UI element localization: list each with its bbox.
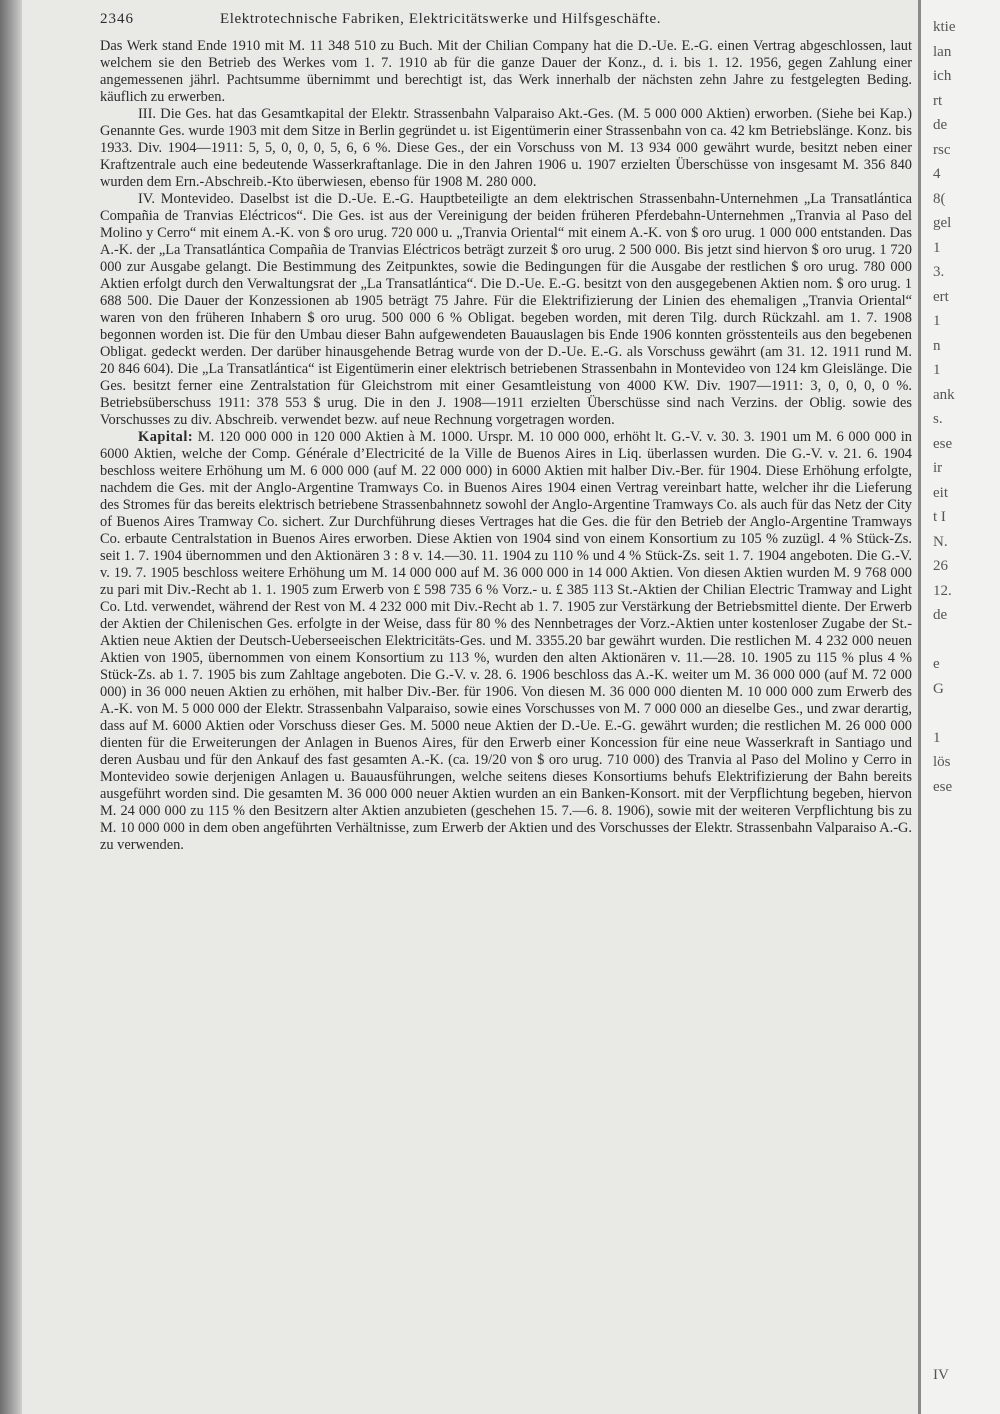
adjacent-page-fragment: rt [933, 92, 943, 109]
adjacent-page-edge [918, 0, 1000, 1414]
paragraph-valparaiso: III. Die Ges. hat das Gesamtkapital der Elektr. Strassenbahn Valparaiso Akt.-Ges. (M. 5 000 000 Aktien) erworben. (Siehe bei Kap.) Genannte Ges. wurde 1903 mit dem Sitze in Berlin gegründet u. ist Eigentümerin einer Strassenbahn von ca. 42 km Betriebslänge. Konz. bis 1933. Div. 1904—1911: 5, 5, 0, 0, 0, 5, 6, 6 %. Diese Ges., der ein Vorschuss von M. 13 934 000 gewährt wurde, besitzt neben einer Kraftzentrale auch eine bedeutende Wasserkraftanlage. Die in den Jahren 1906 u. 1907 erzielten Überschüsse von insgesamt M. 356 840 wurden dem Ern.-Abschreib.-Kto überwiesen, ebenso für 1908 M. 280 000. [100, 106, 912, 190]
adjacent-page-fragment: 1 [933, 313, 941, 329]
adjacent-page-fragment: IV [933, 1366, 949, 1383]
adjacent-page-fragment: lan [933, 43, 952, 60]
paragraph-montevideo: IV. Montevideo. Daselbst ist die D.-Ue. E.-G. Hauptbeteiligte an dem elektrischen Strassenbahn-Unternehmen „La Transatlántica Compañia de Tranvias Eléctricos“. Die Ges. ist aus der Vereinigung der beiden früheren Pferdebahn-Unternehmen „Tranvia al Paso del Molino y Cerro“ mit einem A.-K. von $ oro urug. 720 000 u. „Tranvia Oriental“ mit einem A.-K. von $ oro urug. 1 000 000 entstanden. Das A.-K. der „La Transatlántica Compañia de Tranvias Eléctricos beträgt zurzeit $ oro urug. 2 500 000. Bis jetzt sind hiervon $ oro urug. 1 720 000 zur Ausgabe gelangt. Die Bestimmung des Zeitpunktes, sowie die Bedingungen für die Ausgabe der restlichen $ oro urug. 780 000 Aktien erfolgt durch den Verwaltungsrat der „La Transatlántica“. Die D.-Ue. E.-G. besitzt von den ausgegebenen Aktien nom. $ oro urug. 1 688 500. Die Dauer der Konzessionen ab 1905 beträgt 75 Jahre. Für die Elektrifizierung der Linien des ehemaligen „Tranvia Oriental“ waren von den früheren Inhabern $ oro urug. 500 000 6 % Obligat. begeben worden, mit deren Tilg. durch Rückzahl. am 1. 7. 1908 begonnen worden ist. Die für den Umbau dieser Bahn aufgewendeten Bauauslagen bis Ende 1906 konnten grösstenteils aus den begebenen Obligat. gedeckt werden. Der darüber hinausgehende Betrag wurde von der D.-Ue. E.-G. als Vorschuss gewährt (am 31. 12. 1911 rund M. 20 846 604). Die „La Transatlántica“ ist Eigentümerin einer elektrisch betriebenen Strassenbahn in Montevideo von 124 km Gleislänge. Die Ges. besitzt ferner eine Zentralstation für Gleichstrom mit einer Gesamtleistung von 4000 KW. Div. 1907—1911: 3, 0, 0, 0, 0 %. Betriebsüberschuss 1911: 378 553 $ urug. Die in den J. 1908—1911 erzielten Überschüsse sind nach Verzins. der Oblig. sowie des Vorschusses zu div. Abschreib. verwendet bezw. auf neue Rechnung vorgetragen worden. [100, 191, 912, 428]
adjacent-page-fragment: 1 [933, 239, 941, 256]
adjacent-page-fragment: ir [933, 460, 943, 476]
adjacent-page-fragment: lös [933, 754, 951, 770]
adjacent-page-fragment: n [933, 337, 941, 354]
adjacent-page-fragment: s. [933, 411, 943, 427]
adjacent-page-fragment: 1 [933, 362, 941, 378]
adjacent-page-fragment: rsc [933, 141, 951, 158]
adjacent-page-fragment: de [933, 117, 948, 133]
page-number: 2346 [100, 11, 134, 27]
adjacent-page-fragment: N. [933, 533, 948, 550]
running-title: Elektrotechnische Fabriken, Elektricitätswerke und Hilfsgeschäfte. [220, 11, 662, 27]
adjacent-page-fragment: eit [933, 484, 948, 501]
adjacent-page-fragment: ank [933, 386, 955, 403]
paragraph-werk: Das Werk stand Ende 1910 mit M. 11 348 510 zu Buch. Mit der Chilian Company hat die D.-Ue. E.-G. einen Vertrag abgeschlossen, laut welchem sie den Betrieb des Werkes vom 1. 7. 1910 ab für die ganze Dauer der Konz., d. i. bis 1. 12. 1956, gegen Zahlung einer angemessenen jährl. Pachtsumme übernimmt und berechtigt ist, das Werk innerhalb der nächsten zehn Jahre zu festgelegten Beding. käuflich zu erwerben. [100, 38, 912, 105]
adjacent-page-fragment: 26 [933, 558, 948, 574]
book-binding-edge [0, 0, 22, 1414]
kapital-label: Kapital: [138, 429, 194, 445]
adjacent-page-fragment: ese [933, 778, 953, 795]
adjacent-page-fragment: 1 [933, 729, 941, 746]
adjacent-page-fragment: t I [933, 509, 946, 525]
adjacent-page-fragment: ese [933, 435, 953, 452]
adjacent-page-fragment: 12. [933, 582, 952, 599]
adjacent-page-fragment: 8( [933, 190, 946, 207]
adjacent-page-fragment: 3. [933, 264, 945, 280]
adjacent-page-fragment: ktie [933, 19, 956, 35]
running-head [100, 8, 912, 38]
adjacent-page-fragment: 4 [933, 166, 941, 182]
adjacent-page-fragment: e [933, 656, 940, 672]
body-text [100, 38, 912, 854]
adjacent-page-fragment: gel [933, 215, 952, 231]
adjacent-page-fragment: ert [933, 288, 949, 305]
adjacent-page-fragment: G [933, 680, 944, 697]
paragraph-kapital [100, 429, 912, 854]
document-page [100, 8, 912, 1403]
adjacent-page-fragment: ich [933, 68, 952, 84]
kapital-text: M. 120 000 000 in 120 000 Aktien à M. 1000. Urspr. M. 10 000 000, erhöht lt. G.-V. v. 30. 3. 1901 um M. 6 000 000 in 6000 Aktien, welche der Comp. Générale d’Electricité de la Ville de Buenos Aires in Liq. überlassen wurden. Die G.-V. v. 21. 6. 1904 beschloss weitere Erhöhung um M. 6 000 000 (auf M. 22 000 000) in 6000 Aktien mit halber Div.-Ber. für 1904. Diese Erhöhung erfolgte, nachdem die Ges. mit der Anglo-Argentine Tramways Co. in Buenos Aires 1904 einen Vertrag vereinbart hatte, welcher ihr die Lieferung des Stromes für das bereits elektrisch betriebene Strassenbahnnetz sowohl der Anglo-Argentine Tramways Co. als auch für das Netz der City of Buenos Aires Tramway Co. sichert. Zur Durchführung dieses Vertrages hat die Ges. die für den Betrieb der Anglo-Argentine Tramways Co. erbaute Centralstation in Buenos Aires erworben. Diese Aktien von 1904 sind von einem Konsortium zu 105 % zuzügl. 4 % Stück-Zs. seit 1. 7. 1904 übernommen und den Aktionären 3 : 8 v. 14.—30. 11. 1904 zu 110 % und 4 % Stück-Zs. seit 1. 7. 1904 angeboten. Die G.-V. v. 19. 7. 1905 beschloss weitere Erhöhung um M. 14 000 000 auf M. 36 000 000 in 14 000 Aktien. Von diesen Aktien wurden M. 9 768 000 zu pari mit Div.-Recht ab 1. 1. 1905 zum Erwerb von £ 598 735 6 % Vorz.- u. £ 385 113 St.-Aktien der Chilian Electric Tramway and Light Co. Ltd. verwendet, während der Rest von M. 4 232 000 mit Div.-Recht ab 1. 7. 1905 zur Verstärkung der Betriebsmittel diente. Der Erwerb der Aktien der Chilenischen Ges. erfolgte in der Weise, dass für 80 % des Nennbetrages der Vorz.-Aktien unter kostenloser Zugabe der St.-Aktien neue Aktien der Deutsch-Ueberseeischen Elektricitäts-Ges. und M. 3355.20 bar gewährt wurden. Die restlichen M. 4 232 000 neuen Aktien von 1905, übernommen von einem Konsortium zu 113 %, wurden den alten Aktionären v. 11.—28. 10. 1905 zu 115 % plus 4 % Stück-Zs. ab 1. 7. 1905 bis zum Zahltage angeboten. Die G.-V. v. 28. 6. 1906 beschloss das A.-K. weiter um M. 36 000 000 (auf M. 72 000 000) in 36 000 neuen Aktien zu erhöhen, mit halber Div.-Ber. für 1906. Von diesen M. 36 000 000 dienten M. 10 000 000 zum Erwerb des A.-K. von M. 5 000 000 der Elektr. Strassenbahn Valparaiso, sowie eines Vorschusses von M. 7 000 000 an dieselbe Ges., und zwar derartig, dass auf M. 6000 Aktien oder Vorschuss dieser Ges. M. 5000 neue Aktien der D.-Ue. E.-G. gewährt wurden; die restlichen M. 26 000 000 dienten für die Erweiterungen der Anlagen in Buenos Aires, für den Erwerb einer Koncession für eine neue Wasserkraft in Santiago und deren Ausbau und für den Ankauf des fast gesamten A.-K. (ca. 19/20 von $ oro urug. 710 000) des Tranvia al Paso del Molino y Cerro in Montevideo sowie derjenigen Anlagen u. Bauausführungen, welche seitens dieses Konsortiums behufs Elektrifizierung der Bahn bereits ausgeführt worden sind. Die gesamten M. 36 000 000 neuer Aktien wurden an ein Banken-Konsort. mit der Verpflichtung begeben, hiervon M. 24 000 000 zu 115 % den Besitzern alter Aktien anzubieten (geschehen 15. 7.—6. 8. 1906), sowie mit der weiteren Verpflichtung bis zu M. 10 000 000 in dem oben angeführten Verhältnisse, zum Erwerb der Aktien und des Vorschusses der Elektr. Strassenbahn Valparaiso A.-G. zu verwenden. [100, 429, 912, 853]
adjacent-page-fragment: de [933, 607, 948, 623]
